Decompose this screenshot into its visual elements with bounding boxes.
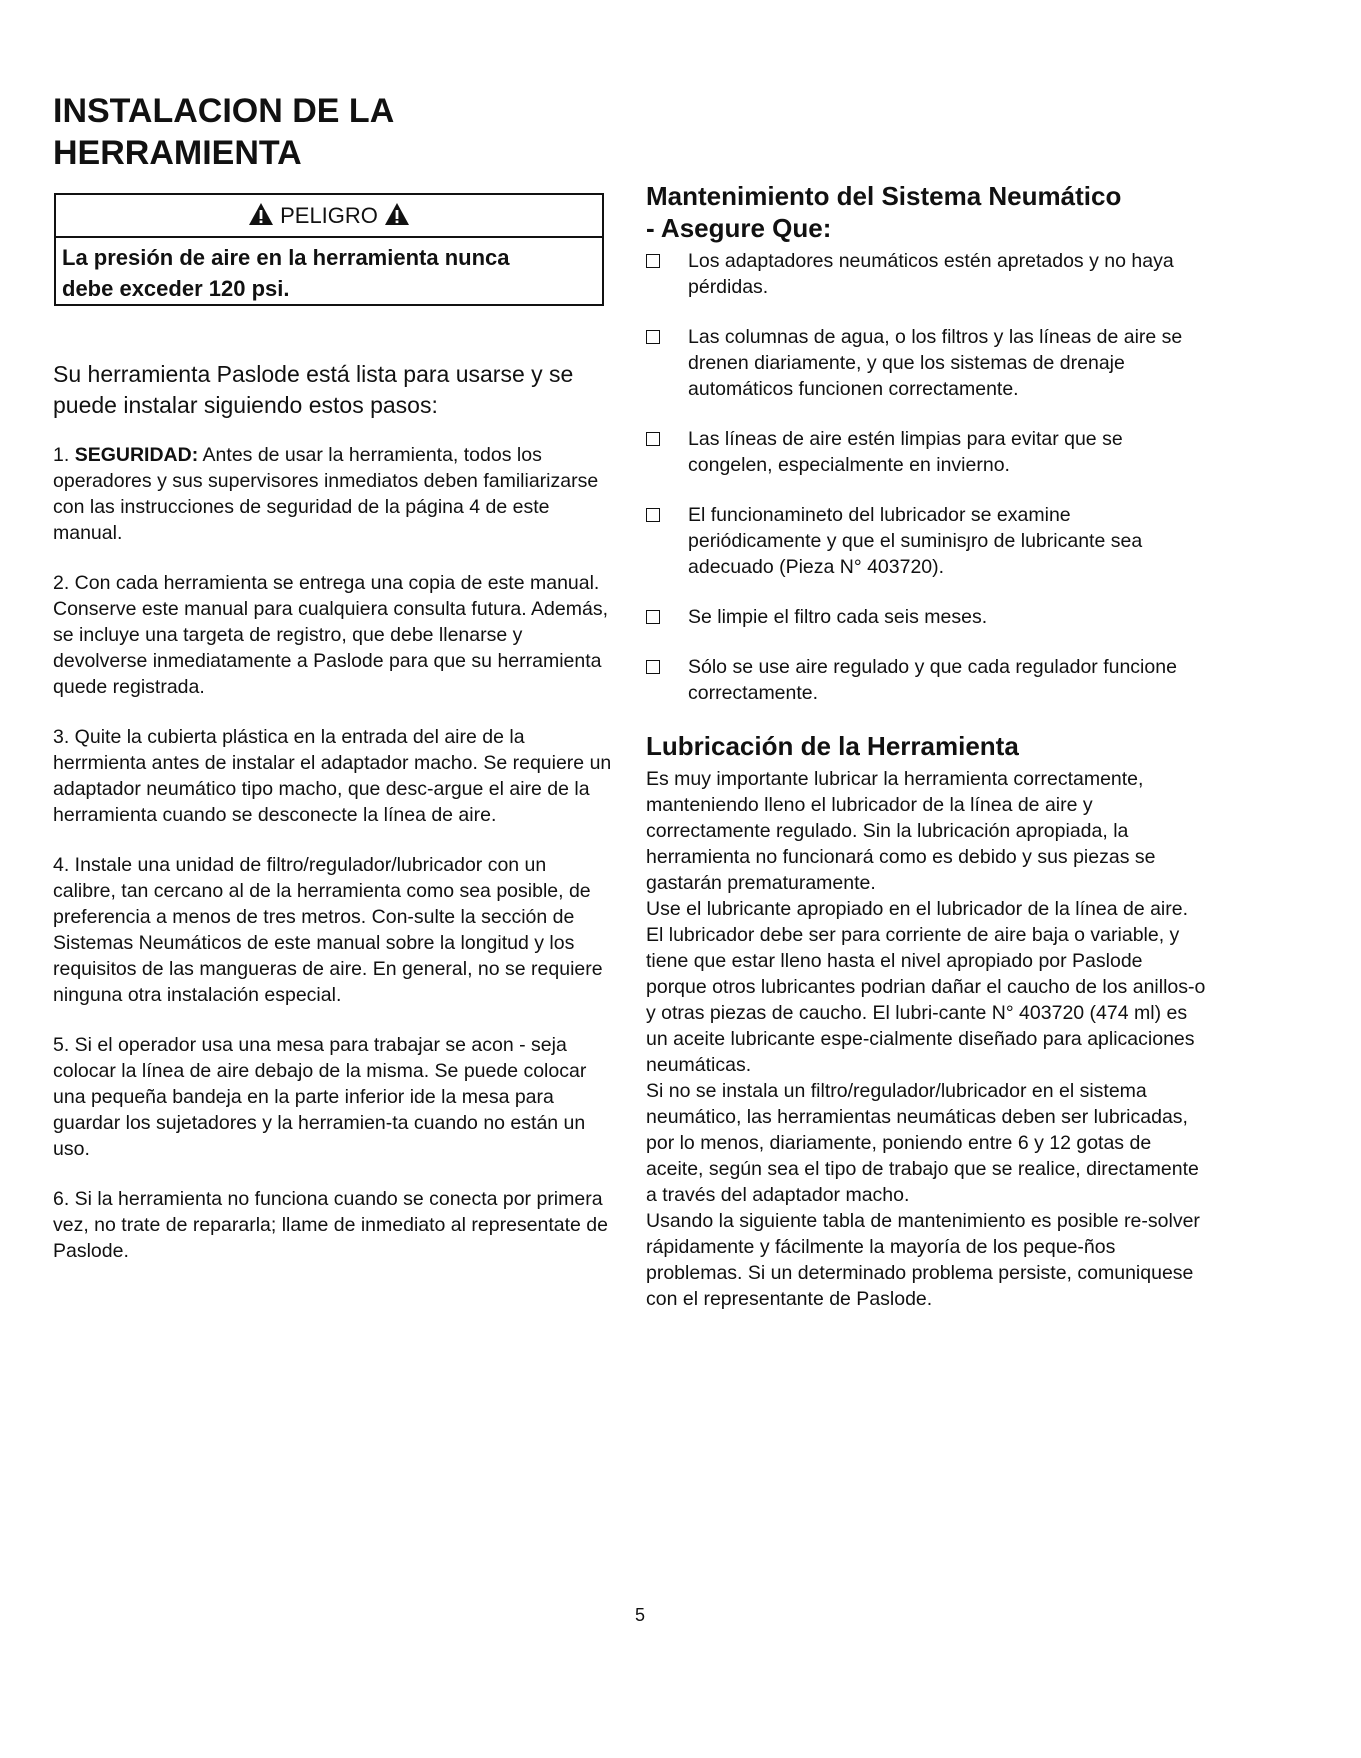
step-lead: 1. — [53, 444, 75, 466]
installation-steps — [53, 442, 613, 1288]
warning-triangle-icon — [384, 198, 410, 239]
title-line-1: INSTALACION DE LA — [53, 92, 395, 130]
checklist-item-text: Las columnas de agua, o los filtros y las líneas de aire se drenen diariamente, y que los sistemas de drenaje automáticos funcionen correctamente. — [688, 326, 1183, 400]
step-4: 4. Instale una unidad de filtro/regulador/lubricador con un calibre, tan cercano al de la herramienta como sea posible, de preferencia a menos de tres metros. Con-sulte la sección de Sistemas Neumáticos de este manual sobre la longitud y los requisitos de las mangueras de aire. En general, no se requiere ninguna otra instalación especial. — [53, 854, 603, 1006]
checklist-item-text: Se limpie el filtro cada seis meses. — [688, 606, 988, 628]
lubrication-body — [646, 766, 1206, 1312]
checkbox-icon — [646, 432, 660, 446]
step-6: 6. Si la herramienta no funciona cuando se conecta por primera vez, no trate de repararla; llame de inmediato al representate de Paslode. — [53, 1188, 608, 1262]
step-3: 3. Quite la cubierta plástica en la entrada del aire de la herrmienta antes de instalar el adaptador macho. Se requiere un adaptador neumático tipo macho, que desc-argue el aire de la herramienta cuando se desconecte la línea de aire. — [53, 726, 612, 826]
maintenance-checklist — [646, 248, 1206, 706]
danger-text-line-1: La presión de aire en la herramienta nunca — [62, 245, 510, 270]
lubrication-paragraph: Usando la siguiente tabla de mantenimiento es posible re-solver rápidamente y fácilmente la mayoría de los peque-ños problemas. Si un determinado problema persiste, comuniquese con el representante de Paslode. — [646, 1210, 1200, 1310]
checklist-item — [646, 604, 1206, 630]
page-number: 5 — [634, 1605, 645, 1625]
checklist-item-text: Los adaptadores neumáticos estén apretados y no haya pérdidas. — [688, 250, 1174, 298]
lubrication-paragraph: Es muy importante lubricar la herramienta correctamente, manteniendo lleno el lubricador de la línea de aire y correctamente regulado. Sin la lubricación apropiada, la herramienta no funcionará como es debido y sus piezas se gastarán prematuramente. — [646, 768, 1156, 894]
title-line-2: HERRAMIENTA — [53, 134, 302, 172]
checklist-item — [646, 324, 1206, 402]
maintenance-heading — [646, 180, 1206, 244]
maintenance-heading-line-2: - Asegure Que: — [646, 213, 832, 243]
checkbox-icon — [646, 254, 660, 268]
danger-warning-box — [54, 193, 604, 306]
right-column — [646, 180, 1206, 1312]
checkbox-icon — [646, 660, 660, 674]
step-text: Antes de usar la herramienta, todos los operadores y sus supervisores inmediatos deben familiarizarse con las instrucciones de seguridad de la página 4 de este manual. — [53, 444, 599, 544]
step-1 — [53, 442, 613, 546]
checklist-item-text: Las líneas de aire estén limpias para evitar que se congelen, especialmente en invierno. — [688, 428, 1123, 476]
checkbox-icon — [646, 610, 660, 624]
step-strong: SEGURIDAD: — [74, 444, 199, 466]
step-2: 2. Con cada herramienta se entrega una copia de este manual. Conserve este manual para cualquiera consulta futura. Además, se incluye una targeta de registro, que debe llenarse y devolverse inmediatamente a Paslode para que su herramienta quede registrada. — [53, 572, 608, 698]
checklist-item — [646, 248, 1206, 300]
checklist-item — [646, 654, 1206, 706]
danger-text — [56, 238, 602, 304]
intro-paragraph: Su herramienta Paslode está lista para usarse y se puede instalar siguiendo estos pasos: — [53, 361, 574, 418]
checkbox-icon — [646, 330, 660, 344]
checklist-item — [646, 502, 1206, 580]
page-title — [53, 90, 653, 174]
danger-header — [56, 195, 602, 238]
lubrication-paragraph: Si no se instala un filtro/regulador/lubricador en el sistema neumático, las herramientas neumáticas deben ser lubricadas, por lo menos, diariamente, poniendo entre 6 y 12 gotas de aceite, según sea el tipo de trabajo que se realice, directamente a través del adaptador macho. — [646, 1080, 1199, 1206]
step-5: 5. Si el operador usa una mesa para trabajar se acon - seja colocar la línea de aire debajo de la misma. Se puede colocar una pequeña bandeja en la parte inferior ide la mesa para guardar los sujetadores y la herramien-ta cuando no están un uso. — [53, 1034, 587, 1160]
warning-triangle-icon — [248, 198, 274, 239]
checklist-item — [646, 426, 1206, 478]
danger-text-line-2: debe exceder 120 psi. — [62, 276, 290, 301]
lubrication-heading: Lubricación de la Herramienta — [646, 731, 1019, 761]
lubrication-paragraph: Use el lubricante apropiado en el lubricador de la línea de aire. El lubricador debe ser para corriente de aire baja o variable, y tiene que estar lleno hasta el nivel apropiado por Paslode porque otros lubricantes podrian dañar el caucho de los anillos-o y otras piezas de caucho. El lubri-cante N° 403720 (474 ml) es un aceite lubricante espe-cialmente diseñado para aplicaciones neumáticas. — [646, 898, 1206, 1076]
checklist-item-text: El funcionamineto del lubricador se examine periódicamente y que el suminisȷro de lubricante sea adecuado (Pieza N° 403720). — [688, 504, 1143, 578]
checkbox-icon — [646, 508, 660, 522]
danger-label: PELIGRO — [280, 203, 378, 228]
maintenance-heading-line-1: Mantenimiento del Sistema Neumático — [646, 181, 1122, 211]
checklist-item-text: Sólo se use aire regulado y que cada regulador funcione correctamente. — [688, 656, 1177, 704]
